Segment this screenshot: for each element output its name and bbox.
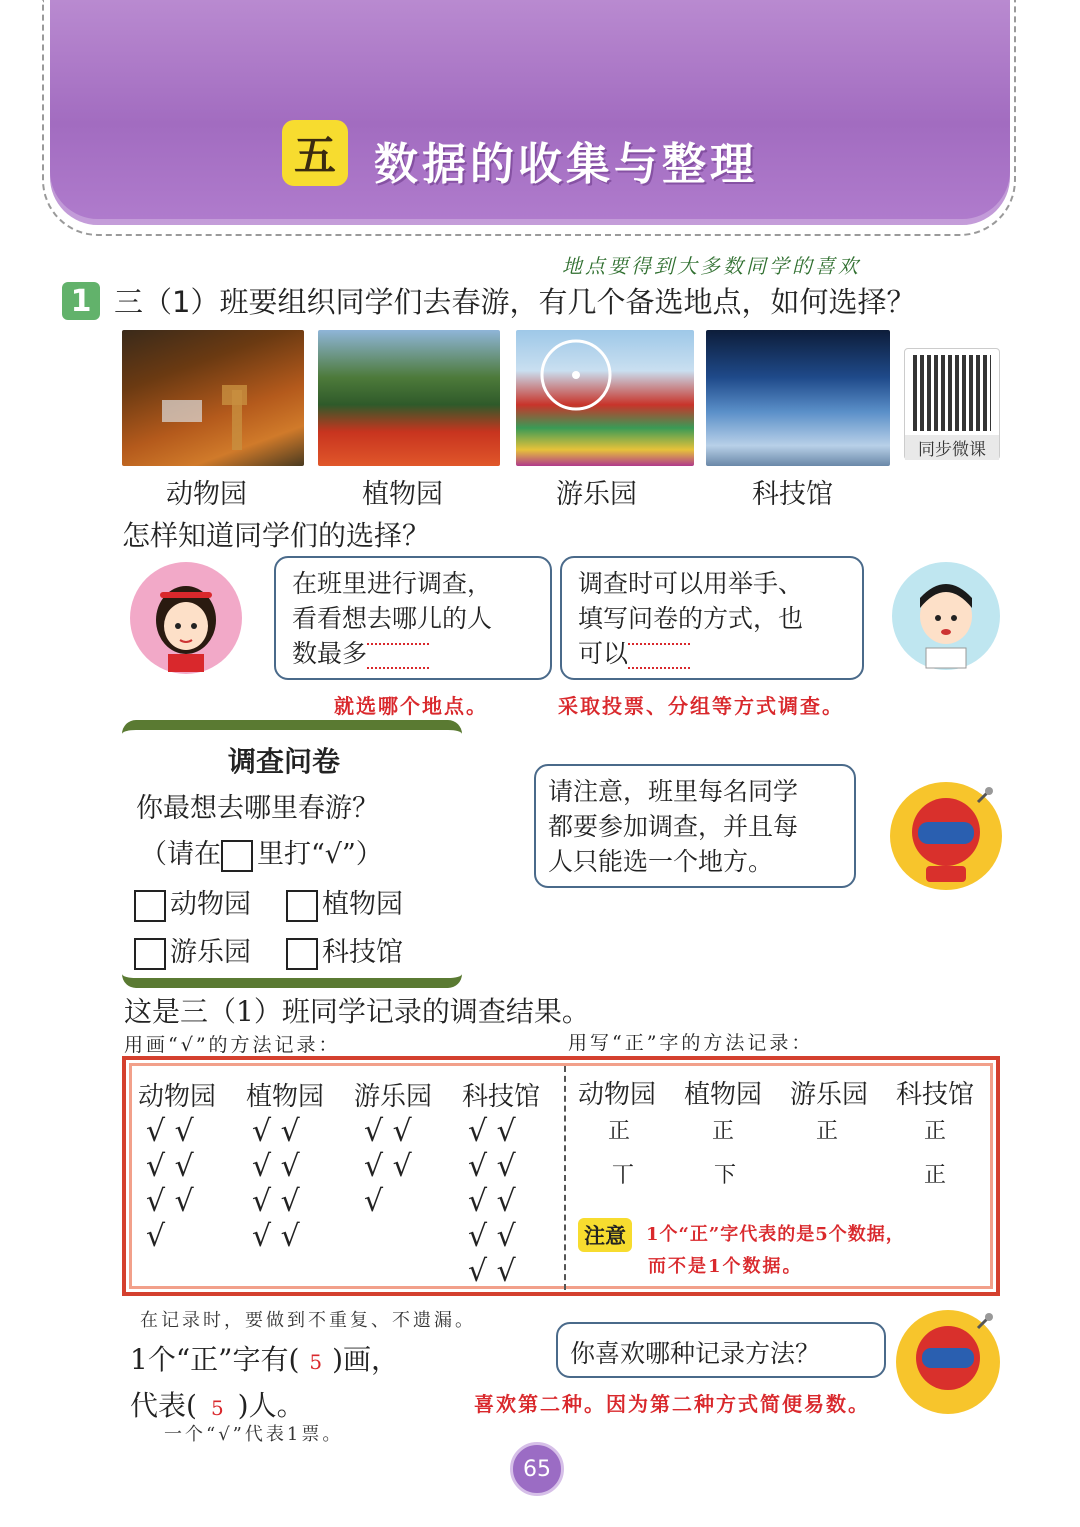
qr-label: 同步微课 [905,435,999,460]
tick-mark: √ √ [252,1149,300,1184]
questionnaire-title: 调查问卷 [228,745,341,778]
result-intro: 这是三（1）班同学记录的调查结果。 [124,995,590,1028]
zheng-science-2: 正 [924,1163,947,1188]
instruction-post: 里打“√”） [257,839,383,870]
option-botanical[interactable] [286,882,403,922]
robot-bubble-text [548,774,798,879]
fill-text: )人。 [237,1389,305,1422]
zebra-icon [122,330,304,466]
checkbox-science[interactable] [286,938,318,970]
table-divider [564,1066,566,1290]
blank-dotted [367,643,429,669]
place-label-science: 科技馆 [752,479,833,510]
tick-column-amusement [364,1114,412,1219]
tick-column-zoo [146,1114,194,1254]
botanical-garden-photo [318,330,500,466]
option-label: 科技馆 [322,937,403,968]
robot2-bubble-text: 你喜欢哪种记录方法？ [570,1339,821,1368]
tick-mark: √ [364,1184,384,1219]
checkbox-sample [221,840,253,872]
robot2-avatar [896,1310,1000,1414]
record-hint: 在记录时，要做到不重复、不遗漏。 [140,1310,476,1331]
option-zoo[interactable] [134,882,251,922]
robot-avatar [890,782,1002,890]
instruction-pre: （请在 [140,839,221,870]
zheng-header-amusement: 游乐园 [790,1080,869,1110]
tick-mark: √ √ [146,1114,194,1149]
checkbox-zoo[interactable] [134,890,166,922]
qr-code-icon [913,355,991,431]
checkbox-amusement[interactable] [134,938,166,970]
boy-face-icon [892,562,1000,670]
zheng-header-zoo: 动物园 [578,1080,657,1110]
tick-column-science [468,1114,516,1289]
tick-mark: √ √ [146,1149,194,1184]
option-amusement[interactable] [134,930,251,970]
girl-bubble-line: 数最多 [292,639,368,668]
tick-mark: √ √ [252,1114,300,1149]
tick-mark: √ √ [146,1184,194,1219]
option-label: 动物园 [170,889,251,920]
robot-icon [890,782,1002,890]
tick-header-zoo: 动物园 [138,1082,217,1112]
science-museum-photo [706,330,890,466]
place-label-botanical: 植物园 [362,479,443,510]
how-to-know: 怎样知道同学们的选择？ [122,519,431,552]
questionnaire-instruction [140,832,383,872]
tick-column-botanical [252,1114,300,1254]
boy-bubble-text [578,566,803,671]
robot-bubble-line: 都要参加调查，并且每 [548,812,799,841]
place-label-zoo: 动物园 [166,479,247,510]
girl-bubble-line: 在班里进行调查， [292,569,493,598]
zheng-zoo-1: 正 [608,1119,631,1144]
blank-dotted [628,643,690,669]
option-label: 游乐园 [170,937,251,968]
boy-bubble-line: 调查时可以用举手、 [578,569,804,598]
tick-mark: √ [146,1219,166,1254]
chapter-title: 数据的收集与整理 [374,139,758,190]
method-zheng-label: 用写“正”字的方法记录： [568,1032,814,1054]
zheng-header-science: 科技馆 [896,1080,975,1110]
fill-hint: 一个“√”代表1票。 [164,1424,344,1445]
zheng-science-1: 正 [924,1119,947,1144]
girl-answer: 就选哪个地点。 [334,694,488,718]
chapter-number-badge: 五 [282,120,348,186]
girl-bubble-line: 看看想去哪儿的人 [292,604,493,633]
tick-mark: √ √ [364,1114,412,1149]
boy-avatar [892,562,1000,670]
tick-mark: √ √ [468,1149,516,1184]
problem-number-badge: 1 [62,282,100,320]
girl-face-icon [130,562,242,674]
boy-bubble-line: 填写问卷的方式，也 [578,604,804,633]
robot-icon [896,1310,1000,1414]
fill-answer-strokes: 5 [309,1350,323,1374]
tick-header-science: 科技馆 [462,1082,541,1112]
fill-line-2 [130,1384,305,1424]
fill-text: )画， [332,1343,400,1376]
hand-note-top: 地点要得到大多数同学的喜欢 [562,254,861,278]
tick-mark: √ √ [252,1219,300,1254]
option-science[interactable] [286,930,403,970]
girl-bubble-text [292,566,492,671]
fill-line-1 [130,1338,399,1378]
fill-answer-people: 5 [210,1396,224,1420]
boy-answer: 采取投票、分组等方式调查。 [558,694,844,718]
tick-mark: √ √ [364,1149,412,1184]
note-line-1: 1个“正”字代表的是5个数据， [646,1224,905,1245]
tick-mark: √ √ [468,1114,516,1149]
fill-text: 代表( [130,1389,197,1422]
zoo-photo [122,330,304,466]
problem-question: 三（1）班要组织同学们去春游，有几个备选地点，如何选择？ [114,285,916,319]
place-label-amusement: 游乐园 [556,479,637,510]
zheng-botanical-2: 下 [714,1163,737,1188]
ferris-wheel-icon [516,330,694,466]
tick-mark: √ √ [468,1254,516,1289]
tick-header-botanical: 植物园 [246,1082,325,1112]
girl-avatar [130,562,242,674]
method-tick-label: 用画“√”的方法记录： [124,1034,341,1056]
tick-mark: √ √ [468,1219,516,1254]
zheng-header-botanical: 植物园 [684,1080,763,1110]
amusement-park-photo [516,330,694,466]
zheng-amusement-1: 正 [816,1119,839,1144]
questionnaire-question: 你最想去哪里春游？ [136,793,379,824]
zheng-zoo-2: 丅 [612,1163,635,1188]
zheng-botanical-1: 正 [712,1119,735,1144]
note-badge: 注意 [578,1218,632,1252]
note-line-2: 而不是1个数据。 [648,1256,803,1277]
tick-mark: √ √ [468,1184,516,1219]
checkbox-botanical[interactable] [286,890,318,922]
robot-bubble-line: 人只能选一个地方。 [548,847,774,876]
fill-text: 1个“正”字有( [130,1343,300,1376]
option-label: 植物园 [322,889,403,920]
robot2-answer: 喜欢第二种。因为第二种方式简便易数。 [474,1392,870,1416]
banner-border [42,0,1016,236]
page-number: 65 [510,1442,564,1496]
qr-code[interactable] [904,348,1000,460]
tick-header-amusement: 游乐园 [354,1082,433,1112]
boy-bubble-line: 可以 [578,639,629,668]
robot-bubble-line: 请注意，班里每名同学 [548,777,799,806]
tick-mark: √ √ [252,1184,300,1219]
